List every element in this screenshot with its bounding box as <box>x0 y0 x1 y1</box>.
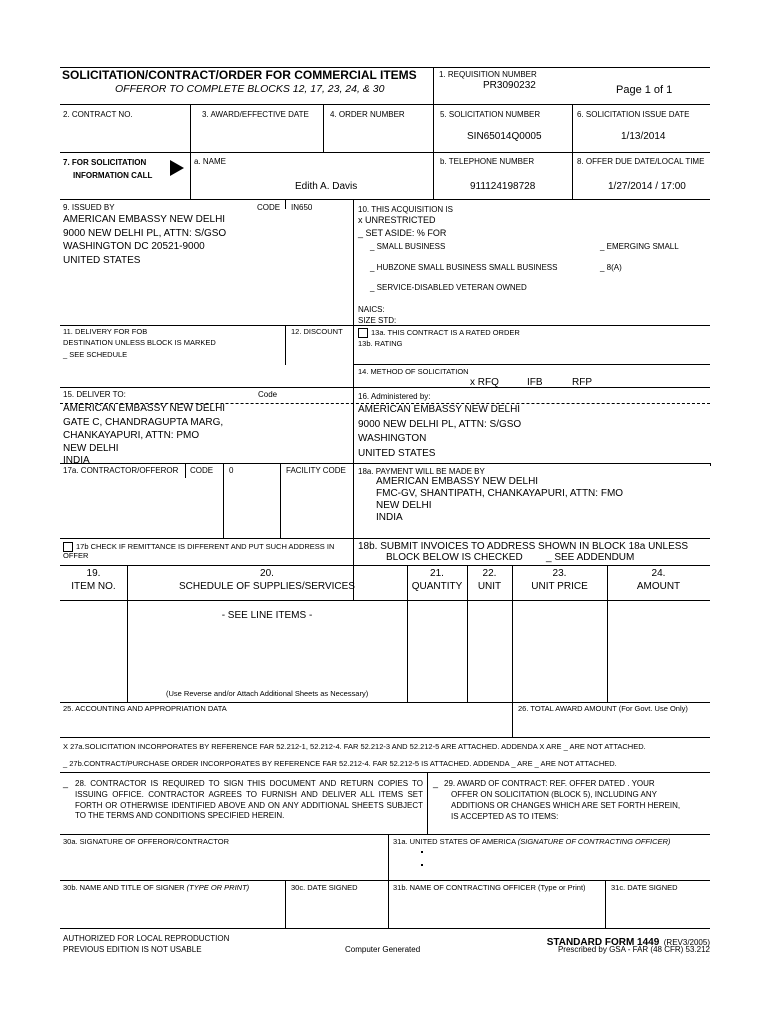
mark-dot <box>421 864 423 866</box>
footer-computer-generated: Computer Generated <box>345 945 421 954</box>
invoice-instruction-2: BLOCK BELOW IS CHECKED <box>386 552 523 563</box>
deliver-to-line: CHANKAYAPURI, ATTN: PMO <box>63 430 200 441</box>
contractor-label: 17a. CONTRACTOR/OFFEROR <box>63 466 179 475</box>
col-schedule-num: 20. <box>260 568 274 579</box>
payment-line: AMERICAN EMBASSY NEW DELHI <box>376 476 539 487</box>
administered-by-label: 16. Administered by: <box>358 392 431 401</box>
issue-date-value[interactable]: 1/13/2014 <box>621 131 666 142</box>
administered-by-line: UNITED STATES <box>358 448 436 459</box>
page-indicator: Page 1 of 1 <box>616 84 673 96</box>
delivery-fob-label-2: DESTINATION UNLESS BLOCK IS MARKED <box>63 338 216 347</box>
arrow-right-icon <box>170 160 184 176</box>
block-29-line: OFFER ON SOLICITATION (BLOCK 5), INCLUDING ANY <box>451 790 657 799</box>
issued-by-line: UNITED STATES <box>63 255 141 266</box>
issued-by-code-label: CODE <box>257 203 281 212</box>
eight-a-option[interactable]: _ 8(A) <box>600 263 622 272</box>
rfp-option[interactable]: RFP <box>572 377 592 388</box>
form-number: STANDARD FORM 1449 (REV3/2005) <box>546 937 710 948</box>
solicitation-info-label: 7. FOR SOLICITATION <box>63 158 147 167</box>
issued-by-label: 9. ISSUED BY <box>63 203 115 212</box>
contract-no-label: 2. CONTRACT NO. <box>63 110 133 119</box>
col-unit-price-num: 23. <box>552 568 567 579</box>
method-label: 14. METHOD OF SOLICITATION <box>358 367 469 376</box>
deliver-to-line: INDIA <box>63 455 90 466</box>
remittance-checkbox[interactable]: 17b CHECK IF REMITTANCE IS DIFFERENT AND PUT SUCH ADDRESS IN <box>63 542 334 552</box>
deliver-to-line: AMERICAN EMBASSY NEW DELHI <box>63 403 226 414</box>
administered-by-line: 9000 NEW DELHI PL, ATTN: S/GSO <box>358 419 522 430</box>
signer-name-label: 30b. NAME AND TITLE OF SIGNER (TYPE OR PRINT) <box>63 883 250 892</box>
delivery-fob-label: 11. DELIVERY FOR FOB <box>63 327 148 336</box>
form-subtitle: OFFEROR TO COMPLETE BLOCKS 12, 17, 23, 24, & 30 <box>115 83 385 95</box>
col-amount-num: 24. <box>651 568 666 579</box>
col-unit-num: 22. <box>482 568 497 579</box>
block-28-text: 28. CONTRACTOR IS REQUIRED TO SIGN THIS DOCUMENT AND RETURN COPIES TO ISSUING OFFICE. CONTRACTOR AGREES TO FURNISH AND DELIVER ALL ITEMS SET FORTH OR OTHERWISE IDENTIFIED ABOVE AND ON ANY ADDITIONAL SHEETS SUBJECT TO THE TERMS AND CONDITIONS SPECIFIED HEREIN. <box>75 779 423 821</box>
acquisition-label: 10. THIS ACQUISITION IS <box>358 205 453 214</box>
block-28-mark[interactable]: _ <box>63 778 69 788</box>
rating-label: 13b. RATING <box>358 339 403 348</box>
signature-offeror-label: 30a. SIGNATURE OF OFFEROR/CONTRACTOR <box>63 837 229 846</box>
requisition-number-value[interactable]: PR3090232 <box>483 80 536 91</box>
col-amount-label: AMOUNT <box>636 581 681 592</box>
unrestricted-option[interactable]: x UNRESTRICTED <box>358 215 436 225</box>
contact-name-value[interactable]: Edith A. Davis <box>295 181 358 192</box>
deliver-to-line: GATE C, CHANDRAGUPTA MARG, <box>63 417 224 428</box>
officer-date-label: 31c. DATE SIGNED <box>611 883 678 892</box>
issue-date-label: 6. SOLICITATION ISSUE DATE <box>577 110 690 119</box>
payment-line: FMC-GV, SHANTIPATH, CHANKAYAPURI, ATTN: FMO <box>376 488 624 499</box>
see-schedule-option[interactable]: _ SEE SCHEDULE <box>63 350 128 359</box>
col-item-num: 19. <box>86 568 101 579</box>
total-award-label: 26. TOTAL AWARD AMOUNT (For Govt. Use Only) <box>518 704 688 713</box>
col-unit-label: UNIT <box>477 581 502 592</box>
requisition-number-label: 1. REQUISITION NUMBER <box>439 70 537 79</box>
contractor-code-value[interactable]: 0 <box>229 466 234 475</box>
block-29-line: 29. AWARD OF CONTRACT: REF. OFFER DATED . YOUR <box>444 779 655 788</box>
telephone-value[interactable]: 911124198728 <box>470 181 536 192</box>
checkbox-icon[interactable] <box>358 328 368 338</box>
hubzone-option[interactable]: _ HUBZONE SMALL BUSINESS SMALL BUSINESS <box>370 263 558 272</box>
col-unit-price-label: UNIT PRICE <box>531 581 588 592</box>
see-addendum-option[interactable]: _ SEE ADDENDUM <box>546 552 635 563</box>
footer-previous-edition: PREVIOUS EDITION IS NOT USABLE <box>63 945 202 954</box>
footer-authorized: AUTHORIZED FOR LOCAL REPRODUCTION <box>63 934 230 943</box>
set-aside-option[interactable]: _ SET ASIDE: % FOR <box>358 228 447 238</box>
remittance-label-2: OFFER <box>63 551 89 560</box>
offer-due-value[interactable]: 1/27/2014 / 17:00 <box>608 181 686 192</box>
payment-line: NEW DELHI <box>376 500 432 511</box>
reverse-note: (Use Reverse and/or Attach Additional Sheets as Necessary) <box>166 689 369 698</box>
payment-label: 18a. PAYMENT WILL BE MADE BY <box>358 467 485 476</box>
facility-code-label: FACILITY CODE <box>286 466 346 475</box>
col-quantity-num: 21. <box>430 568 444 579</box>
deliver-to-code-label: Code <box>258 390 278 399</box>
discount-label: 12. DISCOUNT <box>291 327 343 336</box>
rated-order-checkbox[interactable]: 13a. THIS CONTRACT IS A RATED ORDER <box>358 328 520 338</box>
col-quantity-label: QUANTITY <box>411 581 463 592</box>
signer-date-label: 30c. DATE SIGNED <box>291 883 358 892</box>
small-business-option[interactable]: _ SMALL BUSINESS <box>370 242 446 251</box>
contractor-code-label: CODE <box>190 466 214 475</box>
form-title: SOLICITATION/CONTRACT/ORDER FOR COMMERCIAL ITEMS <box>62 68 417 82</box>
col-schedule-label: SCHEDULE OF SUPPLIES/SERVICES <box>179 581 355 592</box>
deliver-to-line: NEW DELHI <box>63 443 119 454</box>
block-29-line: IS ACCEPTED AS TO ITEMS: <box>451 812 559 821</box>
clause-27a: X 27a.SOLICITATION INCORPORATES BY REFERENCE FAR 52.212-1, 52.212-4. FAR 52.212-3 AND 52.212-5 ARE ATTACHED. ADDENDA X ARE _ ARE NOT ATTACHED. <box>63 742 646 751</box>
offer-due-label: 8. OFFER DUE DATE/LOCAL TIME <box>577 157 705 166</box>
payment-line: INDIA <box>376 512 403 523</box>
ifb-option[interactable]: IFB <box>527 377 543 388</box>
solicitation-info-label-2: INFORMATION CALL <box>73 171 153 180</box>
rfq-option[interactable]: x RFQ <box>470 377 499 388</box>
block-29-mark[interactable]: _ <box>433 778 439 788</box>
solicitation-number-label: 5. SOLICITATION NUMBER <box>440 110 541 119</box>
telephone-label: b. TELEPHONE NUMBER <box>440 157 535 166</box>
award-date-label: 3. AWARD/EFFECTIVE DATE <box>202 110 309 119</box>
order-number-label: 4. ORDER NUMBER <box>330 110 405 119</box>
emerging-small-option[interactable]: _ EMERGING SMALL <box>600 242 679 251</box>
issued-by-line: WASHINGTON DC 20521-9000 <box>63 241 205 252</box>
size-std-label: SIZE STD: <box>358 316 397 325</box>
signature-us-label: 31a. UNITED STATES OF AMERICA (SIGNATURE OF CONTRACTING OFFICER) <box>393 837 671 846</box>
footer-prescribed: Prescribed by GSA - FAR (48 CFR) 53.212 <box>557 945 710 954</box>
sdvo-option[interactable]: _ SERVICE-DISABLED VETERAN OWNED <box>370 283 527 292</box>
solicitation-number-value[interactable]: SIN65014Q0005 <box>467 131 542 142</box>
issued-by-line: AMERICAN EMBASSY NEW DELHI <box>63 214 226 225</box>
block-29-line: ADDITIONS OR CHANGES WHICH ARE SET FORTH HEREIN, <box>451 801 681 810</box>
mark-dot <box>421 851 423 853</box>
invoice-instruction: 18b. SUBMIT INVOICES TO ADDRESS SHOWN IN BLOCK 18a UNLESS <box>358 541 689 552</box>
administered-by-line: AMERICAN EMBASSY NEW DELHI <box>358 404 521 415</box>
contact-name-label: a. NAME <box>194 157 227 166</box>
naics-label: NAICS: <box>358 305 385 314</box>
administered-by-line: WASHINGTON <box>358 433 427 444</box>
accounting-label: 25. ACCOUNTING AND APPROPRIATION DATA <box>63 704 227 713</box>
clause-27b: _ 27b.CONTRACT/PURCHASE ORDER INCORPORATES BY REFERENCE FAR 52.212-4. FAR 52.212-5 IS ATTACHED. ADDENDA _ ARE _ ARE NOT ATTACHED. <box>63 759 617 768</box>
see-line-items: - SEE LINE ITEMS - <box>221 610 313 621</box>
issued-by-code-value[interactable]: IN650 <box>291 203 313 212</box>
col-item-label: ITEM NO. <box>71 581 116 592</box>
issued-by-line: 9000 NEW DELHI PL, ATTN: S/GSO <box>63 228 227 239</box>
officer-name-label: 31b. NAME OF CONTRACTING OFFICER (Type or Print) <box>393 883 586 892</box>
deliver-to-label: 15. DELIVER TO: <box>63 390 126 399</box>
